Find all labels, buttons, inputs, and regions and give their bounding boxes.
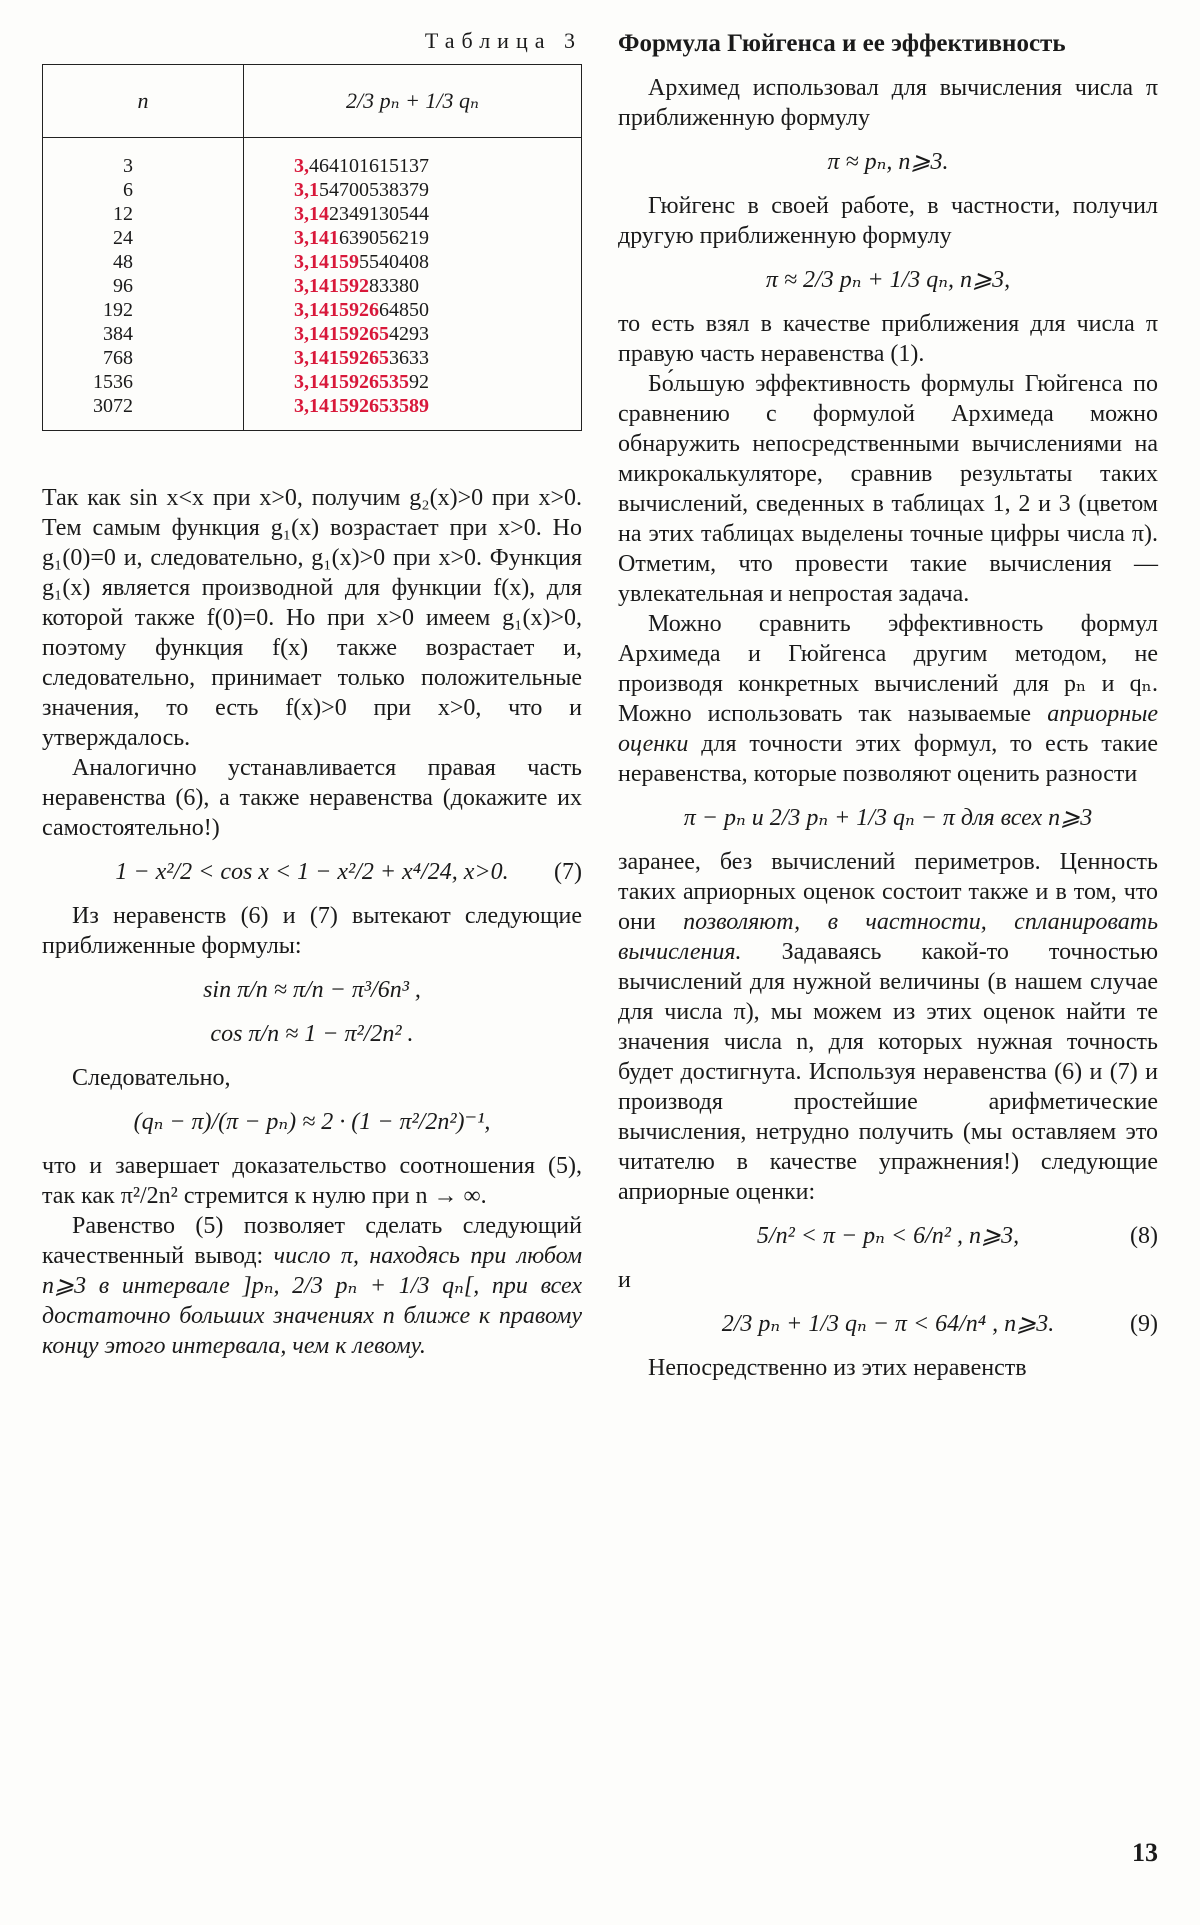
table-cell-value <box>294 346 581 370</box>
formula-9-tag: (9) <box>1130 1311 1158 1337</box>
formula-7-body: 1 − x²/2 < cos x < 1 − x²/2 + x⁴/24, x>0. <box>115 859 509 885</box>
right-paragraph-5-b: для точности этих формул, то есть такие неравенства, которые позволяют оценить разности <box>618 731 1158 787</box>
formula-9-body: 2/3 pₙ + 1/3 qₙ − π < 64/n⁴ , n⩾3. <box>721 1311 1055 1337</box>
remaining-digits: 639056219 <box>339 227 429 249</box>
exact-digits: 3,141 <box>294 227 339 249</box>
right-column <box>618 28 1158 1383</box>
table-cell-n: 6 <box>123 179 133 201</box>
left-paragraph-4: Следовательно, <box>72 1065 231 1091</box>
formula-differences: π − pₙ и 2/3 pₙ + 1/3 qₙ − π для всех n⩾3 <box>683 805 1093 831</box>
right-paragraph-5-a: Можно сравнить эффективность формул Архимеда и Гюйгенса другим методом, не производя конкретных вычислений для pₙ и qₙ. Можно использовать так называемые <box>618 611 1158 727</box>
exact-digits: 3,14159265 <box>294 347 389 369</box>
table-cell-n: 384 <box>103 323 133 345</box>
table-3 <box>42 64 582 431</box>
table-cell-value <box>294 226 581 250</box>
exact-digits: 3, <box>294 155 309 177</box>
page-number: 13 <box>1132 1838 1158 1867</box>
formula-sin: sin π/n ≈ π/n − π³/6n³ , <box>203 977 421 1003</box>
formula-huygens: π ≈ 2/3 pₙ + 1/3 qₙ, n⩾3, <box>765 267 1011 293</box>
left-column <box>42 28 582 1361</box>
remaining-digits: 5540408 <box>359 251 429 273</box>
remaining-digits: 54700538379 <box>319 179 429 201</box>
table-cell-n: 96 <box>113 275 133 297</box>
table-cell-value <box>294 250 581 274</box>
right-paragraph-1: Архимед использовал для вычисления числа π приближенную формулу <box>618 75 1158 131</box>
table-value-column <box>244 138 582 431</box>
remaining-digits: 83380 <box>369 275 419 297</box>
table-cell-n: 768 <box>103 347 133 369</box>
left-paragraph-5: что и завершает доказательство соотношения (5), так как π²/2n² стремится к нулю при n → ∞. <box>42 1153 582 1209</box>
table-cell-n: 48 <box>113 251 133 273</box>
left-paragraph-6-italic: число π, находясь при любом n⩾3 в интервале ]pₙ, 2/3 pₙ + 1/3 qₙ[, при всех достаточно больших значениях n ближе к правому концу этого интервала, чем к левому. <box>42 1243 583 1359</box>
exact-digits: 3,141592 <box>294 275 369 297</box>
remaining-digits: 464101615137 <box>309 155 429 177</box>
exact-digits: 3,14 <box>294 203 329 225</box>
left-paragraph-6-start: Равенство (5) позволяет сделать следующий качественный вывод: <box>42 1213 582 1269</box>
section-heading: Формула Гюйгенса и ее эффективность <box>618 30 1066 57</box>
remaining-digits: 3633 <box>389 347 429 369</box>
table-cell-value <box>294 322 581 346</box>
table-caption: Таблица 3 <box>424 28 582 53</box>
exact-digits: 3,1415926535 <box>294 371 409 393</box>
table-cell-n: 24 <box>113 227 133 249</box>
table-cell-value <box>294 298 581 322</box>
table-cell-n: 1536 <box>93 371 133 393</box>
table-cell-n: 3 <box>123 155 133 177</box>
left-paragraph-1: Так как sin x<x при x>0, получим g₂(x)>0 при x>0. Тем самым функция g₁(x) возрастает при x>0. Но g₁(0)=0 и, следовательно, g₁(x)>0 при x>0. Функция g₁(x) является производной для функции f(x), для которой также f(0)=0. Но при x>0 имеем g₁(x)>0, поэтому функция f(x) также возрастает и, следовательно, принимает только положительные значения, то есть f(x)>0 при x>0, что и утверждалось. <box>42 485 582 751</box>
right-paragraph-6 <box>618 847 1158 1207</box>
right-paragraph-7: и <box>618 1267 631 1293</box>
formula-9 <box>618 1309 1158 1339</box>
table-cell-n: 12 <box>113 203 133 225</box>
formula-8-tag: (8) <box>1130 1223 1158 1249</box>
remaining-digits: 64850 <box>379 299 429 321</box>
apriori-term: априорные оценки <box>618 701 1158 757</box>
exact-digits: 3,141592653589 <box>294 395 429 417</box>
table-cell-n: 192 <box>103 299 133 321</box>
table-cell-value <box>294 202 581 226</box>
right-paragraph-5 <box>618 609 1158 789</box>
formula-8-body: 5/n² < π − pₙ < 6/n² , n⩾3, <box>756 1223 1020 1249</box>
right-paragraph-6-italic: позволяют, в частности, спланировать вычисления. <box>618 909 1159 965</box>
formula-cos: cos π/n ≈ 1 − π²/2n² . <box>210 1021 414 1047</box>
table-header-formula: 2/3 pₙ + 1/3 qₙ <box>244 65 582 138</box>
exact-digits: 3,14159265 <box>294 323 389 345</box>
exact-digits: 3,14159 <box>294 251 359 273</box>
remaining-digits: 92 <box>409 371 429 393</box>
right-paragraph-6-b: Задаваясь какой-то точностью вычислений для нужной величины (в нашем случае для числа π), мы можем из этих оценок найти те значения числа n, для которых нужная точность будет достигнута. Используя неравенства (6) и (7) и производя простейшие арифметические вычисления, нетрудно получить (мы оставляем это читателю в качестве упражнения!) следующие априорные оценки: <box>618 939 1158 1205</box>
left-paragraph-3: Из неравенств (6) и (7) вытекают следующие приближенные формулы: <box>42 903 582 959</box>
formula-7 <box>42 857 582 887</box>
remaining-digits: 2349130544 <box>329 203 429 225</box>
left-paragraph-2: Аналогично устанавливается правая часть неравенства (6), а также неравенства (докажите их самостоятельно!) <box>42 755 582 841</box>
table-header-n: n <box>43 65 244 138</box>
left-paragraph-6 <box>42 1211 582 1361</box>
right-paragraph-8: Непосредственно из этих неравенств <box>648 1355 1027 1381</box>
right-paragraph-6-a: заранее, без вычислений периметров. Ценность таких априорных оценок состоит также и в том, что они <box>618 849 1158 935</box>
formula-archimedes: π ≈ pₙ, n⩾3. <box>827 149 949 175</box>
table-cell-n: 3072 <box>93 395 133 417</box>
formula-ratio: (qₙ − π)/(π − pₙ) ≈ 2 · (1 − π²/2n²)⁻¹, <box>133 1109 491 1135</box>
exact-digits: 3,1415926 <box>294 299 379 321</box>
exact-digits: 3,1 <box>294 179 319 201</box>
right-paragraph-3: то есть взял в качестве приближения для числа π правую часть неравенства (1). <box>618 311 1158 367</box>
remaining-digits: 4293 <box>389 323 429 345</box>
right-paragraph-4: Бо́льшую эффективность формулы Гюйгенса по сравнению с формулой Архимеда можно обнаружить непосредственными вычислениями на микрокалькуляторе, сравнив результаты таких вычислений, сведенных в таблицах 1, 2 и 3 (цветом на этих таблицах выделены точные цифры числа π). Отметим, что провести такие вычисления — увлекательная и непростая задача. <box>618 371 1158 607</box>
table-cell-value <box>294 394 581 418</box>
right-paragraph-2: Гюйгенс в своей работе, в частности, получил другую приближенную формулу <box>618 193 1158 249</box>
table-cell-value <box>294 370 581 394</box>
table-n-column <box>43 138 244 431</box>
table-cell-value <box>294 274 581 298</box>
formula-7-tag: (7) <box>554 859 582 885</box>
formula-8 <box>618 1221 1158 1251</box>
table-cell-value <box>294 178 581 202</box>
table-cell-value <box>294 154 581 178</box>
